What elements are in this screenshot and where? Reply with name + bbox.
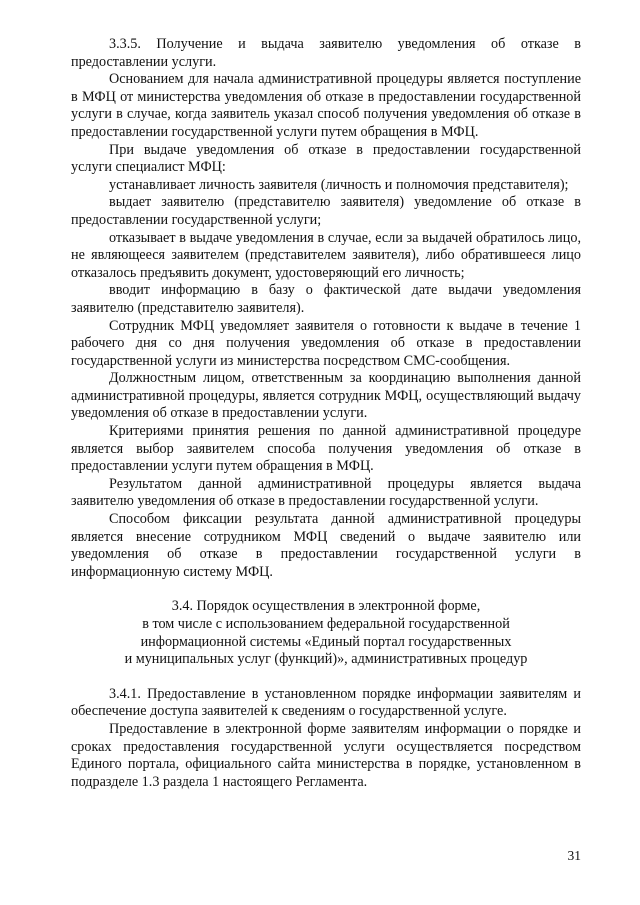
paragraph: Основанием для начала административной процедуры является поступление в МФЦ от министерства уведомления об отказе в предоставлении государственной услуги в случае, когда заявитель указал способ получения уведомления об отказе в предоставлении государственной услуги путем обращения в МФЦ.: [71, 71, 581, 140]
section-title-line: в том числе с использованием федеральной государственной: [142, 616, 510, 632]
paragraph: Результатом данной административной процедуры является выдача заявителю уведомления об отказе в предоставлении государственной услуги.: [71, 475, 581, 510]
paragraph: Критериями принятия решения по данной административной процедуре является выбор заявителем способа получения уведомления об отказе в предоставлении услуги путем обращения в МФЦ.: [71, 423, 581, 475]
paragraph: Сотрудник МФЦ уведомляет заявителя о готовности к выдаче в течение 1 рабочего дня со дня получения уведомления об отказе в предоставлении государственной услуги из министерства посредством СМС-сообщения.: [71, 317, 581, 369]
section-title-line: и муниципальных услуг (функций)», административных процедур: [124, 651, 528, 668]
paragraph: Предоставление в электронной форме заявителям информации о порядке и сроках предоставления государственной услуги осуществляется посредством Единого портала, официального сайта министерства в порядке, установленном в подразделе 1.3 раздела 1 настоящего Регламента.: [71, 720, 581, 790]
paragraph: выдает заявителю (представителю заявителя) уведомление об отказе в предоставлении государственной услуги;: [71, 194, 581, 228]
section-title-line: 3.4. Порядок осуществления в электронной форме,: [171, 598, 481, 615]
page-content: [71, 36, 581, 791]
paragraph: устанавливает личность заявителя (личность и полномочия представителя);: [109, 176, 569, 193]
paragraph: 3.3.5. Получение и выдача заявителю уведомления об отказе в предоставлении услуги.: [71, 36, 581, 70]
section-title: [71, 598, 581, 668]
section-title-line: информационной системы «Единый портал государственных: [140, 633, 512, 650]
paragraph: отказывает в выдаче уведомления в случае, если за выдачей обратилось лицо, не являющееся заявителем (представителем заявителя), либо обратившееся лицо отказалось предъявить документ, удостоверяющий его личность;: [71, 229, 581, 281]
paragraph: Способом фиксации результата данной административной процедуры является внесение сотрудником МФЦ сведений о выдаче заявителю или уведомления об отказе в предоставлении государственной услуги в информационную систему МФЦ.: [71, 511, 581, 580]
paragraph: При выдаче уведомления об отказе в предоставлении государственной услуги специалист МФЦ:: [71, 141, 581, 176]
paragraph: Должностным лицом, ответственным за координацию выполнения данной административной процедуры, является сотрудник МФЦ, осуществляющий выдачу уведомления об отказе в предоставлении услуги.: [71, 370, 581, 422]
paragraph: 3.4.1. Предоставление в установленном порядке информации заявителям и обеспечение доступа заявителей к сведениям о государственной услуге.: [71, 685, 581, 720]
paragraph: вводит информацию в базу о фактической дате выдачи уведомления заявителю (представителю заявителя).: [71, 282, 581, 316]
page-number: 31: [567, 848, 581, 863]
